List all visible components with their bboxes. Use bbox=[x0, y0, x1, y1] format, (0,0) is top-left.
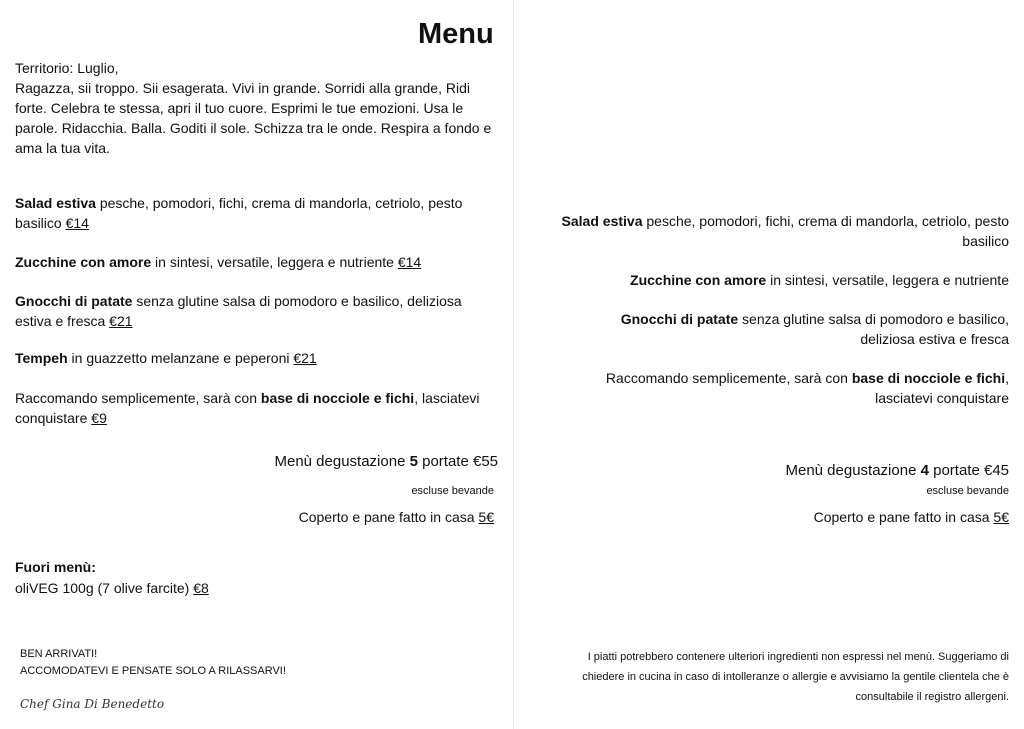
menu-item-desc: pesche, pomodori, fichi, crema di mandorla, cetriolo, pesto basilico bbox=[15, 195, 463, 231]
cover-price: 5€ bbox=[993, 509, 1009, 525]
menu-item-desc: in sintesi, versatile, leggera e nutriente bbox=[766, 272, 1009, 288]
menu-item bbox=[15, 193, 495, 233]
fuori-menu-item bbox=[15, 578, 209, 598]
menu-item bbox=[559, 270, 1009, 290]
menu-item-name: Gnocchi di patate bbox=[15, 293, 133, 309]
menu-item-name: Tempeh bbox=[15, 350, 68, 366]
menu-item-price: €21 bbox=[293, 350, 317, 366]
menu-item-desc: in guazzetto melanzane e peperoni bbox=[67, 350, 294, 366]
tasting-post: portate €45 bbox=[928, 462, 1009, 479]
dessert-post: , lasciatevi conquistare bbox=[15, 390, 480, 426]
menu-item bbox=[15, 291, 475, 331]
menu-item-price: €14 bbox=[65, 215, 89, 231]
dessert-post: , lasciatevi conquistare bbox=[875, 370, 1009, 406]
cover-text: Coperto e pane fatto in casa bbox=[298, 509, 479, 525]
menu-item-name: Salad estiva bbox=[15, 195, 96, 211]
allergen-note: I piatti potrebbero contenere ulteriori ingredienti non espressi nel menù. Suggeriamo di chiedere in cucina in caso di intolleranze o allergie e avvisiamo la gentile clientela che è consultabile il registro allergeni. bbox=[582, 651, 1009, 703]
cover-charge bbox=[814, 507, 1009, 527]
chef-signature: Chef Gina Di Benedetto bbox=[20, 697, 165, 711]
tasting-menu bbox=[274, 452, 498, 472]
tasting-count: 5 bbox=[409, 453, 418, 470]
dessert-price: €9 bbox=[91, 410, 107, 426]
menu-item-desc: in sintesi, versatile, leggera e nutriente bbox=[151, 254, 398, 270]
tasting-pre: Menù degustazione bbox=[785, 462, 921, 479]
drinks-note: escluse bevande bbox=[926, 485, 1009, 497]
dessert-highlight: base di nocciole e fichi bbox=[851, 370, 1006, 386]
menu-item-name: Zucchine con amore bbox=[630, 272, 767, 288]
menu-item-desc: senza glutine salsa di pomodoro e basilico, deliziosa estiva e fresca bbox=[738, 311, 1009, 347]
fuori-menu-title: Fuori menù: bbox=[15, 559, 96, 575]
dessert-item bbox=[574, 368, 1009, 408]
tasting-menu bbox=[785, 461, 1009, 481]
fuori-item-name: oliVEG 100g (7 olive farcite) bbox=[15, 580, 194, 596]
menu-item-desc: senza glutine salsa di pomodoro e basilico, deliziosa estiva e fresca bbox=[15, 293, 462, 329]
dessert-item bbox=[15, 388, 500, 428]
fuori-item-price: €8 bbox=[193, 580, 209, 596]
cover-price: 5€ bbox=[478, 509, 494, 525]
drinks-note: escluse bevande bbox=[411, 485, 494, 497]
menu-item-name: Zucchine con amore bbox=[15, 254, 152, 270]
cover-text: Coperto e pane fatto in casa bbox=[813, 509, 994, 525]
intro-text: Ragazza, sii troppo. Sii esagerata. Vivi in grande. Sorridi alla grande, Ridi forte. Celebra te stessa, apri il tuo cuore. Esprimi le tue emozioni. Usa le parole. Ridacchia. Balla. Goditi il sole. Schizza tra le onde. Respira a fondo e ama la tua vita. bbox=[15, 80, 492, 156]
menu-item-price: €14 bbox=[397, 254, 422, 270]
tasting-pre: Menù degustazione bbox=[274, 453, 410, 470]
tasting-post: portate €55 bbox=[417, 453, 498, 470]
welcome-line-2: ACCOMODATEVI E PENSATE SOLO A RILASSARVI! bbox=[20, 665, 286, 677]
intro-heading: Territorio: Luglio, bbox=[15, 60, 119, 76]
right-page bbox=[513, 0, 1024, 729]
page-title: Menu bbox=[418, 18, 494, 50]
menu-item-price: €21 bbox=[109, 313, 133, 329]
menu-item bbox=[559, 211, 1009, 251]
welcome-line-1: BEN ARRIVATI! bbox=[20, 648, 98, 660]
menu-item-name: Salad estiva bbox=[561, 213, 643, 229]
menu-item-name: Gnocchi di patate bbox=[620, 311, 739, 327]
dessert-pre: Raccomando semplicemente, sarà con bbox=[605, 370, 852, 386]
menu-item bbox=[584, 309, 1009, 349]
dessert-highlight: base di nocciole e fichi bbox=[260, 390, 415, 406]
dessert-pre: Raccomando semplicemente, sarà con bbox=[15, 390, 261, 406]
menu-item-desc: pesche, pomodori, fichi, crema di mandorla, cetriolo, pesto basilico bbox=[642, 213, 1009, 249]
menu-item bbox=[15, 348, 495, 368]
menu-item bbox=[15, 252, 495, 272]
tasting-count: 4 bbox=[920, 462, 929, 479]
cover-charge bbox=[299, 507, 494, 527]
